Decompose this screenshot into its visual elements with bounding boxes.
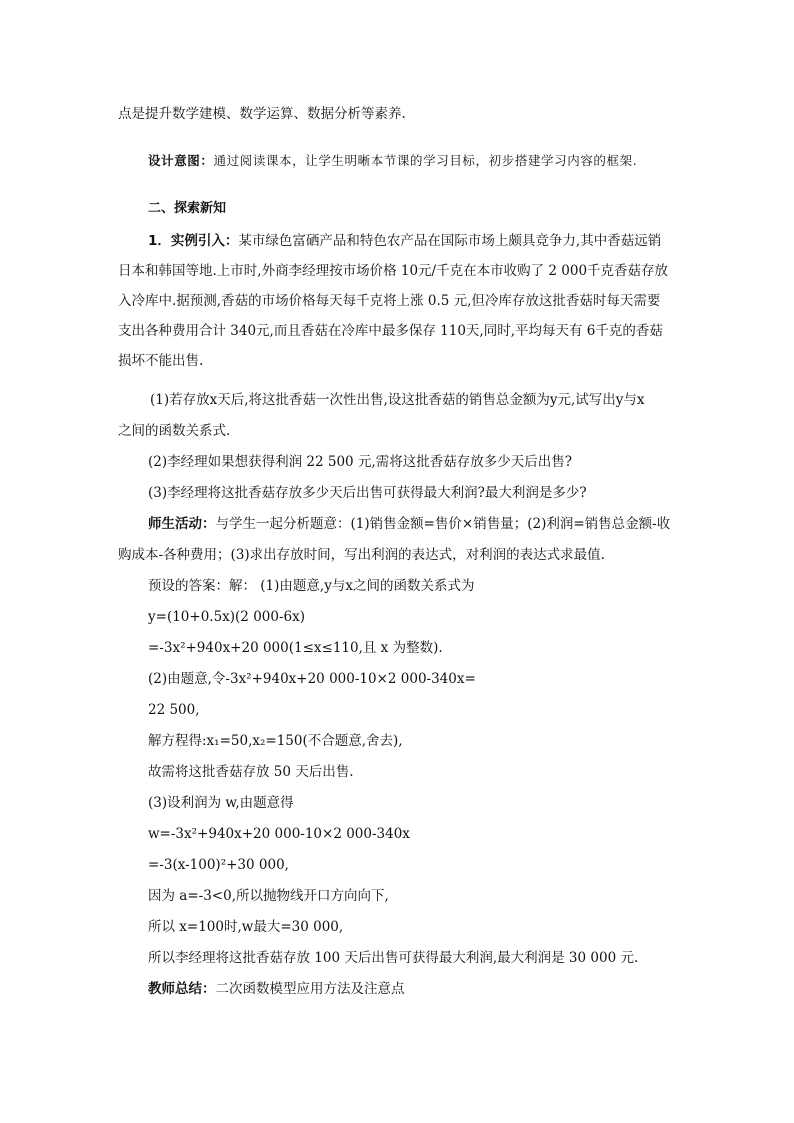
text-line: 之间的函数关系式. <box>118 423 231 439</box>
text-line: 损坏不能出售. <box>118 353 204 369</box>
teacher-summary <box>148 979 405 999</box>
text-line: 支出各种费用合计 340元,而且香菇在冷库中最多保存 110天,同时,平均每天有 6千克的香菇 <box>118 323 663 339</box>
design-intent <box>148 151 637 171</box>
question-1: (1)若存放x天后,将这批香菇一次性出售,设这批香菇的销售总金额为y元,试写出y与x <box>150 392 645 408</box>
activity-text: 与学生一起分析题意：(1)销售金额=售价×销售量；(2)利润=销售总金额-收 <box>215 516 671 532</box>
example-intro <box>148 231 661 251</box>
teacher-summary-label: 教师总结： <box>148 981 216 997</box>
text-line: 入冷库中.据预测,香菇的市场价格每天每千克将上涨 0.5 元,但冷库存放这批香菇时每天需要 <box>118 293 661 309</box>
answer-line: 预设的答案：解： (1)由题意,y与x之间的函数关系式为 <box>148 578 475 594</box>
answer-line: y=(10+0.5x)(2 000-6x) <box>148 609 305 625</box>
answer-line: 所以李经理将这批香菇存放 100 天后出售可获得最大利润,最大利润是 30 000 元. <box>148 950 639 966</box>
answer-line: =-3(x-100)²+30 000, <box>148 857 289 873</box>
answer-line: 所以 x=100时,w最大=30 000, <box>148 919 344 935</box>
answer-line: 故需将这批香菇存放 50 天后出售. <box>148 764 354 780</box>
answer-line: w=-3x²+940x+20 000-10×2 000-340x <box>148 826 410 842</box>
example-intro-label: 1．实例引入： <box>148 233 239 249</box>
question-2: (2)李经理如果想获得利润 22 500 元,需将这批香菇存放多少天后出售? <box>148 454 572 470</box>
question-3: (3)李经理将这批香菇存放多少天后出售可获得最大利润?最大利润是多少? <box>148 485 587 501</box>
answer-line: 解方程得:x₁=50,x₂=150(不合题意,舍去), <box>148 733 403 749</box>
answer-line: 22 500, <box>148 702 200 718</box>
example-intro-text: 某市绿色富硒产品和特色农产品在国际市场上颇具竞争力,其中香菇远销 <box>238 233 662 249</box>
answer-line: (3)设利润为 w,由题意得 <box>148 795 294 811</box>
design-intent-text: 通过阅读课本，让学生明晰本节课的学习目标，初步搭建学习内容的框架. <box>213 153 638 168</box>
activity <box>148 514 670 534</box>
text-line: 点是提升数学建模、数学运算、数据分析等素养. <box>118 106 406 122</box>
section-heading: 二、探索新知 <box>148 201 227 216</box>
teacher-summary-text: 二次函数模型应用方法及注意点 <box>215 981 405 997</box>
text-line: 购成本-各种费用；(3)求出存放时间，写出利润的表达式，对利润的表达式求最值. <box>118 547 605 563</box>
activity-label: 师生活动： <box>148 516 216 532</box>
answer-line: (2)由题意,令-3x²+940x+20 000-10×2 000-340x= <box>148 671 476 687</box>
text-line: 日本和韩国等地.上市时,外商李经理按市场价格 10元/千克在本市收购了 2 000千克香菇存放 <box>118 263 669 279</box>
answer-line: =-3x²+940x+20 000(1≤x≤110,且 x 为整数). <box>148 640 443 656</box>
answer-line: 因为 a=-3<0,所以抛物线开口方向向下, <box>148 888 389 904</box>
design-intent-label: 设计意图： <box>148 153 214 168</box>
